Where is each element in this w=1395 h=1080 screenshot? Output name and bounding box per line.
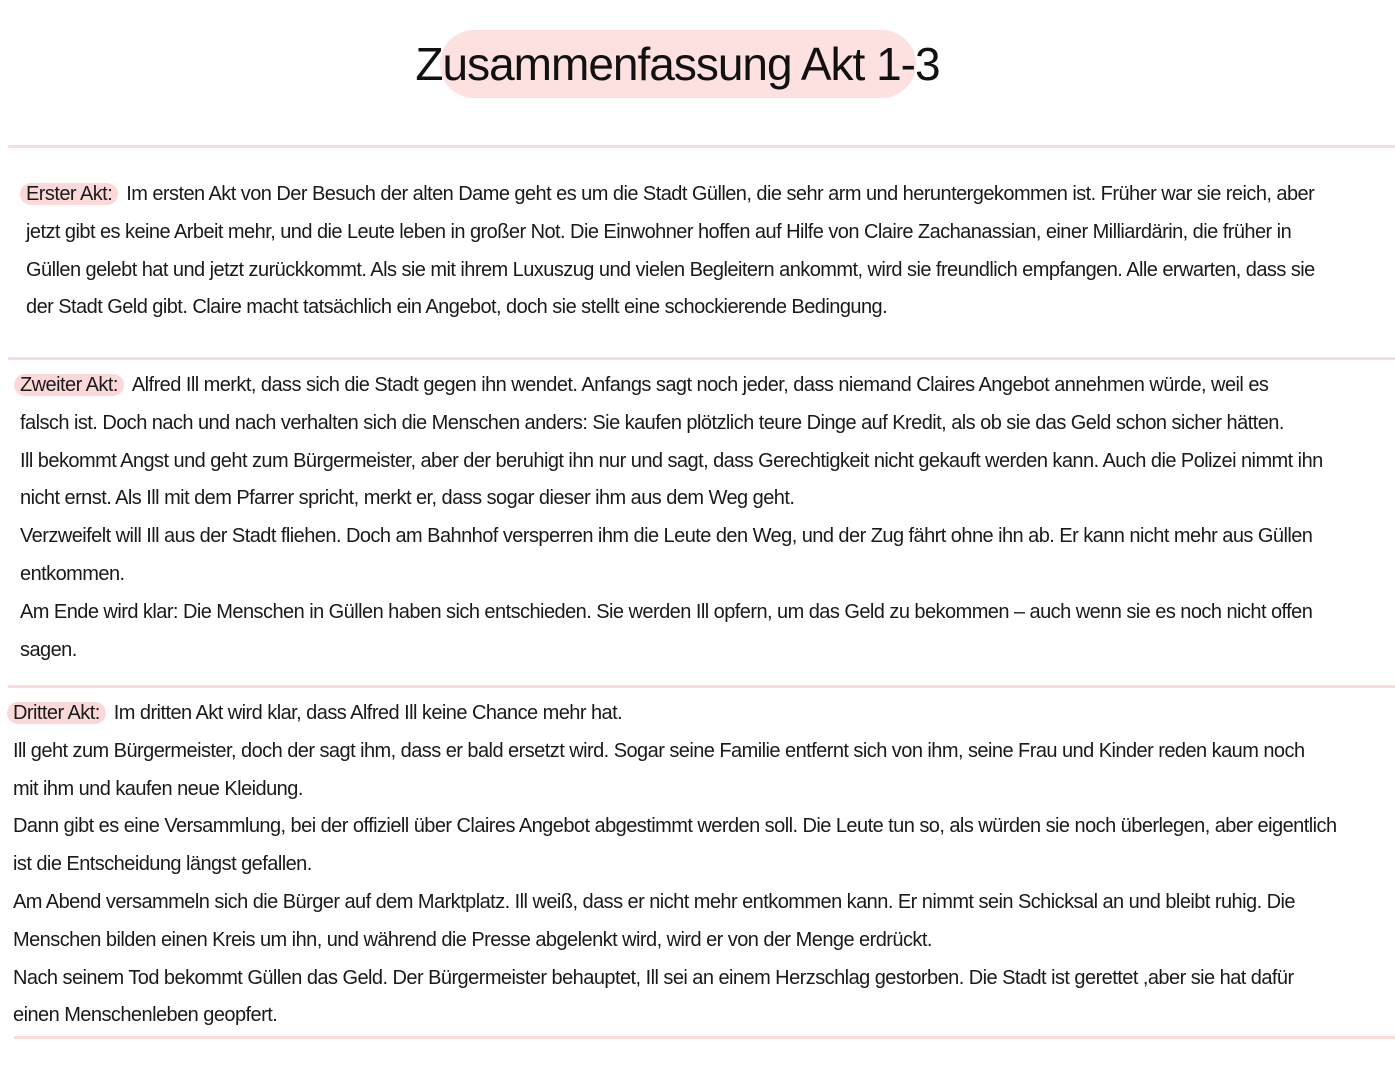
line-text: Im ersten Akt von Der Besuch der alten Dame geht es um die Stadt Güllen, die sehr arm und heruntergekommen ist. Früher war sie reich, aber xyxy=(126,183,1315,205)
line-text: der Stadt Geld gibt. Claire macht tatsächlich ein Angebot, doch sie stellt eine schockierende Bedingung. xyxy=(26,296,888,319)
paragraph-line xyxy=(13,963,1294,993)
paragraph-line xyxy=(26,255,1315,285)
paragraph-line xyxy=(20,521,1312,551)
paragraph-line xyxy=(13,925,932,955)
page-title: Zusammenfassung Akt 1-3 xyxy=(415,38,940,90)
line-text: nicht ernst. Als Ill mit dem Pfarrer spricht, merkt er, dass sogar dieser ihm aus dem Weg geht. xyxy=(20,487,795,510)
section-label: Zweiter Akt: xyxy=(14,374,124,396)
paragraph-line xyxy=(13,774,303,804)
line-text: Im dritten Akt wird klar, dass Alfred Ill keine Chance mehr hat. xyxy=(113,702,623,724)
line-text: mit ihm und kaufen neue Kleidung. xyxy=(13,777,303,800)
line-text: Am Abend versammeln sich die Bürger auf dem Marktplatz. Ill weiß, dass er nicht mehr entkommen kann. Er nimmt sein Schicksal an und bleibt ruhig. Die xyxy=(13,891,1295,913)
paragraph-line xyxy=(20,179,1314,209)
line-text: Alfred Ill merkt, dass sich die Stadt gegen ihn wendet. Anfangs sagt noch jeder, dass niemand Claires Angebot annehmen würde, weil es xyxy=(131,374,1269,396)
line-text: Güllen gelebt hat und jetzt zurückkommt. Als sie mit ihrem Luxuszug und vielen Begleitern ankommt, wird sie freundlich empfangen. Alle erwarten, dass sie xyxy=(26,258,1315,281)
section-label: Dritter Akt: xyxy=(7,702,106,724)
line-text: Menschen bilden einen Kreis um ihn, und während die Presse abgelenkt wird, wird er von der Menge erdrückt. xyxy=(13,928,932,951)
divider xyxy=(14,1036,1395,1039)
line-text: jetzt gibt es keine Arbeit mehr, und die Leute leben in großer Not. Die Einwohner hoffen auf Hilfe von Claire Zachanassian, einer Milliardärin, die früher in xyxy=(26,220,1292,243)
paragraph-line xyxy=(20,597,1312,627)
paragraph-line xyxy=(13,849,312,879)
line-text: Verzweifelt will Ill aus der Stadt fliehen. Doch am Bahnhof versperren ihm die Leute den Weg, und der Zug fährt ohne ihn ab. Er kann nicht mehr aus Güllen xyxy=(20,525,1313,548)
line-text: Ill bekommt Angst und geht zum Bürgermeister, aber der beruhigt ihn nur und sagt, dass Gerechtigkeit nicht gekauft werden kann. Auch die Polizei nimmt ihn xyxy=(20,449,1323,472)
paragraph-line xyxy=(14,370,1268,400)
section-label: Erster Akt: xyxy=(20,183,118,205)
line-text: sagen. xyxy=(20,638,77,661)
line-text: entkommen. xyxy=(20,563,125,585)
paragraph-line xyxy=(13,736,1305,766)
paragraph-line xyxy=(13,811,1337,841)
paragraph-line xyxy=(13,887,1295,917)
divider xyxy=(8,357,1395,360)
paragraph-line xyxy=(20,446,1323,476)
paragraph-line xyxy=(13,1000,277,1030)
paragraph-line xyxy=(20,483,794,513)
paragraph-line xyxy=(20,635,77,665)
line-text: falsch ist. Doch nach und nach verhalten sich die Menschen anders: Sie kaufen plötzlich teure Dinge auf Kredit, als ob sie das Geld schon sicher hätten. xyxy=(20,411,1284,434)
paragraph-line xyxy=(20,559,125,589)
line-text: Nach seinem Tod bekommt Güllen das Geld. Der Bürgermeister behauptet, Ill sei an einem Herzschlag gestorben. Die Stadt ist gerettet ,aber sie hat dafür xyxy=(13,966,1294,989)
paragraph-line xyxy=(26,217,1291,247)
divider xyxy=(8,685,1395,688)
line-text: einen Menschenleben geopfert. xyxy=(13,1004,278,1027)
line-text: Dann gibt es eine Versammlung, bei der offiziell über Claires Angebot abgestimmt werden soll. Die Leute tun so, als würden sie noch überlegen, aber eigentlich xyxy=(13,815,1337,838)
paragraph-line xyxy=(20,408,1284,438)
line-text: Ill geht zum Bürgermeister, doch der sagt ihm, dass er bald ersetzt wird. Sogar seine Familie entfernt sich von ihm, seine Frau und Kinder reden kaum noch xyxy=(13,739,1305,762)
divider xyxy=(8,145,1395,148)
line-text: Am Ende wird klar: Die Menschen in Güllen haben sich entschieden. Sie werden Ill opfern, um das Geld zu bekommen – auch wenn sie es noch nicht offen xyxy=(20,600,1313,623)
paragraph-line xyxy=(7,698,622,728)
line-text: ist die Entscheidung längst gefallen. xyxy=(13,853,312,876)
paragraph-line xyxy=(26,292,887,322)
